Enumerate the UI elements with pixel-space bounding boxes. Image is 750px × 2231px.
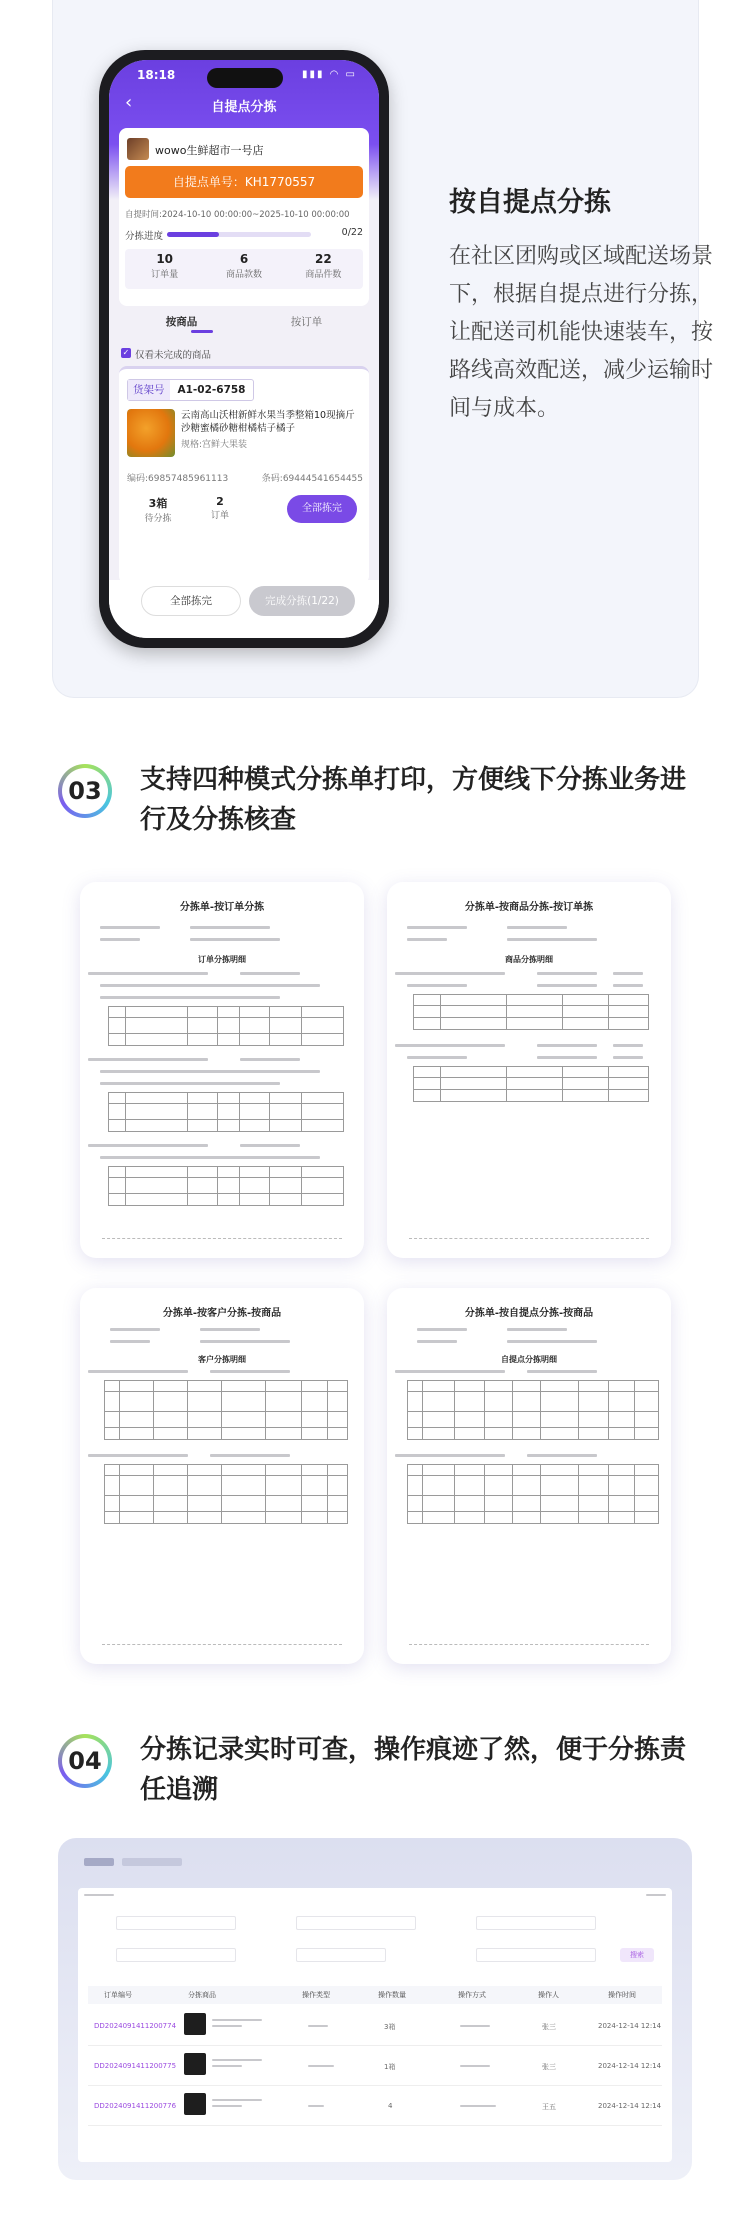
sorting-records-panel [58, 1838, 692, 2180]
print-doc-by-product-order: 分拣单-按商品分拣-按订单拣 商品分拣明细 [387, 882, 671, 1258]
filter-order-input[interactable] [116, 1916, 236, 1930]
shelf-number: 货架号 A1-02-6758 [127, 379, 254, 401]
product-card [119, 366, 369, 584]
table-row[interactable]: DD2024091411200774 3箱 张三 2024-12-14 12:14 [88, 2006, 662, 2046]
store-name: wowo生鲜超市一号店 [155, 144, 264, 157]
footer-actions [109, 580, 379, 638]
filter-type-select[interactable] [116, 1948, 236, 1962]
table-row[interactable]: DD2024091411200775 1箱 张三 2024-12-14 12:14 [88, 2046, 662, 2086]
print-doc-by-pickup-point: 分拣单-按自提点分拣-按商品 自提点分拣明细 [387, 1288, 671, 1664]
stat-items: 22 商品件数 [305, 252, 342, 280]
finish-item-button[interactable]: 全部拣完 [287, 495, 357, 523]
product-name [212, 2015, 272, 2027]
product-thumbnail [184, 2053, 206, 2075]
status-time: 18:18 [137, 68, 176, 82]
print-doc-by-order: 分拣单-按订单分拣 订单分拣明细 [80, 882, 364, 1258]
table-row[interactable]: DD2024091411200776 4 王五 2024-12-14 12:14 [88, 2086, 662, 2126]
product-counts: 3箱 待分拣 2 订单 [144, 495, 229, 524]
finish-all-button[interactable]: 全部拣完 [141, 586, 241, 616]
back-icon[interactable]: ‹ [125, 92, 133, 113]
product-thumbnail [184, 2013, 206, 2035]
records-table-window [78, 1888, 672, 2162]
progress-label: 分拣进度 [125, 231, 164, 242]
sort-tabs [119, 312, 369, 336]
dynamic-island [207, 68, 283, 88]
store-logo [127, 138, 149, 160]
product-thumbnail [184, 2093, 206, 2115]
product-name [212, 2095, 272, 2107]
app-title: 自提点分拣 [211, 100, 277, 115]
section-number-badge: 04 [58, 1734, 112, 1788]
table-header: 订单编号 分拣商品 操作类型 操作数量 操作方式 操作人 操作时间 [88, 1986, 662, 2004]
phone-screen [109, 60, 379, 638]
tab-by-order[interactable]: 按订单 [290, 316, 323, 328]
status-icons: ▮▮▮ ◠ ▭ [301, 69, 357, 80]
pickup-number-bar: 自提点单号：KH1770557 [125, 166, 363, 198]
order-link[interactable]: DD2024091411200775 [94, 2062, 177, 2070]
stat-orders: 10 订单量 [151, 252, 179, 280]
checkbox-icon[interactable]: ✓ [122, 348, 130, 357]
section-title: 支持四种模式分拣单打印，方便线下分拣业务进行及分拣核查 [140, 765, 687, 835]
feature-description: 在社区团购或区域配送场景下，根据自提点进行分拣，让配送司机能快速装车，按路线高效配送，减少运输时间与成本。 [449, 244, 714, 421]
progress-value: 0/22 [341, 227, 363, 238]
filter-time-range[interactable] [476, 1948, 596, 1962]
feature-card-pickup-sorting [52, 0, 714, 698]
stat-sku: 6 商品款数 [225, 252, 262, 280]
product-codes: 编码:69857485961113 条码:69444541654455 [127, 474, 363, 484]
section-title: 分拣记录实时可查，操作痕迹了然，便于分拣责任追溯 [140, 1735, 687, 1805]
filter-method-select[interactable] [476, 1916, 596, 1930]
order-link[interactable]: DD2024091411200776 [94, 2102, 177, 2110]
progress-bar [167, 232, 311, 237]
product-name [212, 2055, 272, 2067]
feature-title: 按自提点分拣 [449, 187, 611, 218]
order-link[interactable]: DD2024091411200774 [94, 2022, 177, 2030]
complete-sorting-button[interactable]: 完成分拣(1/22) [249, 586, 355, 616]
filter-product-input[interactable] [296, 1916, 416, 1930]
product-spec: 规格:宫鲜大果装 [181, 440, 248, 450]
filter-label: 仅看未完成的商品 [135, 350, 212, 361]
pickup-summary-card [119, 128, 369, 306]
print-doc-by-customer: 分拣单-按客户分拣-按商品 客户分拣明细 [80, 1288, 364, 1664]
tab-by-product[interactable]: 按商品 [165, 316, 198, 328]
search-button[interactable]: 搜索 [620, 1948, 654, 1962]
section-number-badge: 03 [58, 764, 112, 818]
product-image [127, 409, 175, 457]
stats-row [125, 249, 363, 289]
pickup-time: 自提时间:2024-10-10 00:00:00~2025-10-10 00:00:00 [125, 210, 350, 220]
product-name: 云南高山沃柑新鲜水果当季整箱10现摘斤沙糖蜜橘砂糖柑橘桔子橘子 [181, 410, 355, 434]
phone-mockup [99, 50, 389, 648]
tab-indicator [191, 330, 213, 333]
progress-fill [167, 232, 219, 237]
filter-operator-input[interactable] [296, 1948, 386, 1962]
